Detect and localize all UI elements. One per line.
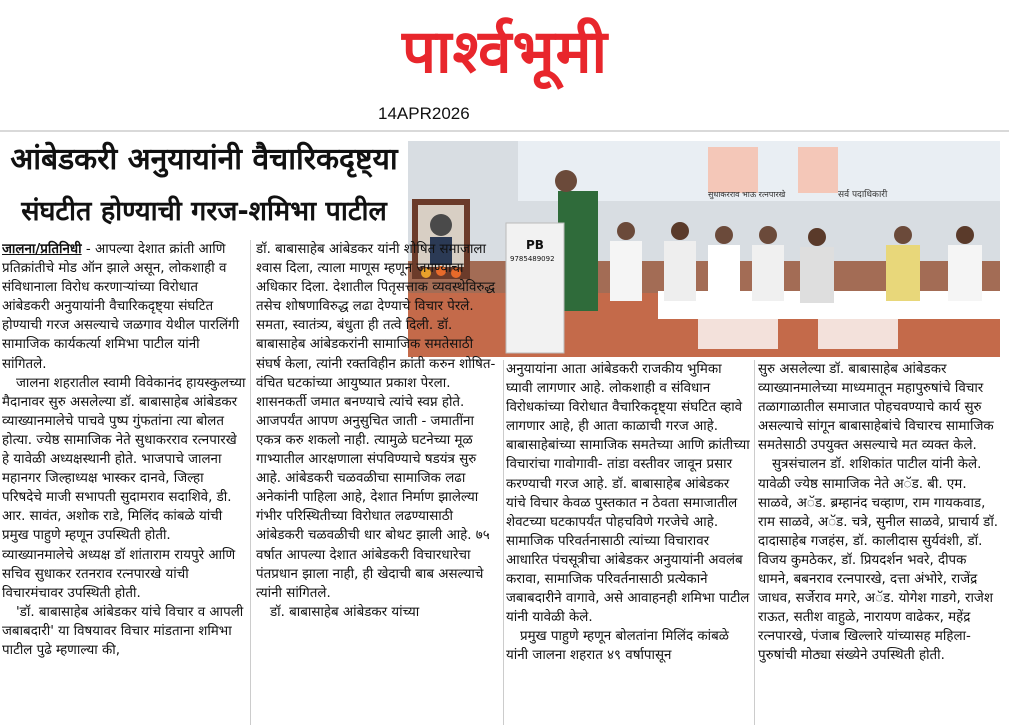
article-paragraph (2, 240, 246, 374)
column-rule (754, 360, 755, 725)
article-paragraph: अनुयायांना आता आंबेडकरी राजकीय भुमिका घ्यावी लागणार आहे. लोकशाही व संविधान विरोधकांच्या विरोधात वैचारिकदृष्ट्या संघटित व्हावे लागणार आहे, ही आता काळाची गरज आहे. (506, 362, 743, 435)
column-rule (503, 360, 504, 725)
article-paragraph: डॉ. बाबासाहेब आंबेडकर यांच्या (270, 604, 420, 620)
article-dateline: जालना/प्रतिनिधी (2, 242, 82, 257)
article-column-3 (506, 360, 750, 725)
headline-line-1: आंबेडकरी अनुयायांनी वैचारिकदृष्ट्या (10, 142, 398, 177)
article-text: - आपल्या देशात क्रांती आणि प्रतिक्रांतीचे मोड ऑन झाले असून, लोकशाही व संविधानाला विरोध करणाऱ्यांच्या विरोधात आंबेडकरी अनुयायांनी वैचारिकदृष्ट्या संघटित होण्याची गरज असल्याचे जळगाव येथील पारलिंगी सामाजिक कार्यकर्त्या शमिभा पाटील यांनी सांगितले. (2, 242, 240, 372)
column-rule (250, 240, 251, 725)
article-paragraph: सुत्रसंचालन डॉ. शशिकांत पाटील यांनी केले. यावेळी ज्येष्ठ सामाजिक नेते अॅड. बी. एम. साळवे, अॅड. ब्रम्हानंद चव्हाण, राम गायकवाड, राम साळवे, अॅड. चत्रे, सुनील साळवे, प्राचार्य डॉ. दादासाहेब गजहंस, डॉ. कालीदास सुर्यवंशी, डॉ. विजय कुमठेकर, डॉ. प्रियदर्शन भवरे, दीपक धामने, बबनराव रत्नपारखे, दत्ता अंभोरे, राजेंद्र जाधव, सर्जेराव मगरे, अॅड. योगेश गाडगे, राजेश राऊत, सतीश वाहुळे, नारायण वाढेकर, महेंद्र रत्नपारखे, पंजाब खिल्लारे यांच्यासह महिला-पुरुषांची मोठ्या संख्येने उपस्थिती होती. (758, 457, 999, 664)
article-paragraph: प्रमुख पाहुणे म्हणून बोलतांना मिलिंद कांबळे यांनी जालना शहरात ४९ वर्षापासून (506, 629, 729, 664)
article-paragraph: सुरु असलेल्या डॉ. बाबासाहेब आंबेडकर व्याख्यानमालेच्या माध्यमातून महापुरुषांचे विचार तळागाळातील समाजात पोहचवण्याचे कार्य सुरु असल्याचे सांगून बाबासाहेबांचे विचारच सामाजिक समतेसाठी उपयुक्त असल्याचे मत व्यक्त केले. (758, 362, 994, 454)
banner-text-1: सुधाकरराव भाऊ रत्नपारखे (708, 190, 786, 199)
article-column-4 (758, 360, 1002, 725)
masthead-divider (0, 130, 1009, 132)
edition-date: 14APR2026 (378, 104, 470, 123)
masthead-logo: पार्श्वभूमी (401, 17, 609, 87)
article-headline (0, 140, 408, 232)
headline-line-2: संघटीत होण्याची गरज-शमिभा पाटील (21, 196, 387, 227)
article-column-2 (256, 240, 500, 725)
article-paragraph: जालना शहरातील स्वामी विवेकानंद हायस्कुलच्या मैदानावर सुरु असलेल्या डॉ. बाबासाहेब आंबेडकर व्याख्यानमालेचे पाचवे पुष्प गुंफतांना त्या बोलत होत्या. ज्येष्ठ सामाजिक नेते सुधाकरराव रत्नपारखे हे यावेळी अध्यक्षस्थानी होते. भाजपाचे जालना महानगर जिल्हाध्यक्ष भास्कर दानवे, जिल्हा परिषदेचे माजी सभापती सुदामराव सदाशिवे, डी. आर. सावंत, अशोक राडे, मिलिंद कांबळे यांची प्रमुख पाहुणे म्हणून उपस्थिती होती. व्याख्यानमालेचे अध्यक्ष डॉ शांताराम रायपुरे आणि सचिव सुधाकर रतनराव रत्नपारखे यांची विचारमंचावर उपस्थिती होती. (2, 375, 246, 601)
banner-text-2: सर्व पदाधिकारी (838, 190, 888, 200)
article-column-1 (2, 240, 246, 725)
article-paragraph: बाबासाहेबांच्या सामाजिक समतेच्या आणि क्रांतीच्या विचारांचा गावोगावी- तांडा वस्तीवर जावून प्रसार करण्याची गरज आहे. डॉ. बाबासाहेब आंबेडकर यांचे विचार केवळ पुस्तकात न ठेवता समाजातील शेवटच्या घटकापर्यंत पोहचविणे गरजेचे आहे. सामाजिक परिवर्तनासाठी त्यांच्या विचारावर आधारित पंचसूत्रीचा आंबेडकर अनुयायांनी अवलंब करावा, सामाजिक परिवर्तनासाठी प्रत्येकाने जबाबदारीने वागावे, असे आवाहनही शमिभा पाटील यांनी यावेळी केले. (506, 438, 750, 626)
podium-text: 9785489092 (510, 255, 555, 263)
podium-logo: PB (526, 238, 544, 252)
article-paragraph: 'डॉ. बाबासाहेब आंबेडकर यांचे विचार व आपली जबाबदारी' या विषयावर विचार मांडताना शमिभा पाटील पुढे म्हणाल्या की, (2, 604, 244, 658)
article-paragraph: डॉ. बाबासाहेब आंबेडकर यांनी शोषित समाजाला श्वास दिला, त्याला माणूस म्हणून जगण्याचा अधिकार दिला. देशातील पितृसत्ताक व्यवस्थेविरुद्ध तसेच शोषणाविरुद्ध लढा देण्याचे विचार पेरले. समता, स्वातंत्र्य, बंधुता ही तत्वे दिली. डॉ. बाबासाहेब आंबेडकरांनी सामाजिक समतेसाठी संघर्ष केला, त्यांनी रक्तविहीन क्रांती करुन शोषित-वंचित घटकांच्या आयुष्यात प्रकाश पेरला. शासनकर्ती जमात बनण्याचे त्यांचे स्वप्न होते. आजपर्यंत आपण अनुसुचित जाती - जमातींना एकत्र करु शकलो नाही. त्यामुळे घटनेच्या मूळ गाभ्यातील आरक्षणाला संपविण्याचे षडयंत्र सुरु आहे. आंबेडकरी चळवळीचा सामाजिक लढा अनेकांनी पाहिला आहे, देशात निर्माण झालेल्या गंभीर परिस्थितीच्या विरोधात लढण्यासाठी आंबेडकरी चळवळीची धार बोथट झाली आहे. ७५ वर्षात आपल्या देशात आंबेडकरी विचारधारेचा पंतप्रधान झाला नाही, ही खेदाची बाब असल्याचे त्यांनी सांगितले. (256, 242, 496, 601)
